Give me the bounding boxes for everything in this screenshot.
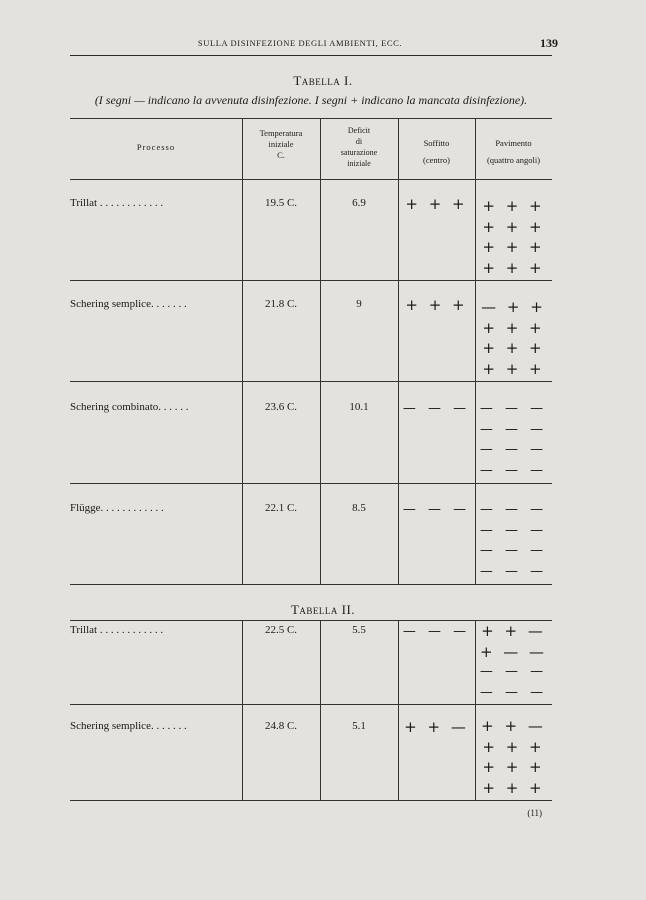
pavimento-line: — — — (479, 442, 548, 457)
page-number: 139 (540, 36, 558, 50)
row-temperatura: 22.1 C. (264, 502, 298, 514)
pavimento-line: — — — (479, 563, 548, 579)
header-processo: Processo (136, 142, 176, 152)
row-processo: Schering combinato. . . . . . (70, 401, 189, 413)
table2-title: Tabella II. (290, 602, 356, 617)
header-soffitto (398, 135, 475, 169)
pavimento-line: — — — (479, 502, 548, 517)
header-pavimento-line: Pavimento (495, 138, 532, 148)
pavimento-line: — — — (479, 421, 548, 437)
pavimento-line: — — — (479, 543, 548, 558)
row-processo: Schering semplice. . . . . . . (70, 298, 187, 310)
row-rule (70, 280, 552, 281)
pavimento-line: + — — (479, 642, 548, 661)
row-deficit: 8.5 (352, 502, 366, 514)
header-deficit-line: Deficit (347, 126, 371, 135)
row-soffitto: + + + (405, 195, 468, 213)
row-soffitto: — — — (402, 624, 471, 639)
pavimento-line: + + + (482, 737, 545, 756)
pavimento-line: + + + (482, 238, 545, 256)
table2-bottom-rule (70, 800, 552, 801)
pavimento-line: + + + (482, 197, 545, 215)
row-deficit: 9 (356, 298, 362, 310)
row-temperatura: 23.6 C. (264, 401, 298, 413)
row-soffitto: — — — (402, 502, 471, 517)
header-pavimento (475, 135, 552, 169)
pavimento-line: + + + (482, 258, 545, 277)
pavimento-line: — — — (479, 462, 548, 478)
row-rule (70, 483, 552, 484)
pavimento-line: — — — (479, 522, 548, 538)
pavimento-line: — — — (479, 684, 548, 700)
table1-header-rule (70, 179, 552, 180)
pavimento-line: — — — (479, 401, 548, 416)
pavimento-line: + + + (482, 758, 545, 776)
row-deficit: 6.9 (352, 197, 366, 209)
pavimento-line: — + + (481, 298, 546, 316)
pavimento-line: + + + (482, 217, 545, 236)
row-pavimento (475, 399, 552, 481)
row-temperatura: 24.8 C. (264, 720, 298, 732)
table1-col-rule (242, 118, 243, 584)
head-rule (70, 55, 552, 56)
header-soffitto-line: Soffitto (423, 138, 450, 148)
row-pavimento (475, 621, 552, 703)
header-soffitto-line: (centro) (423, 155, 450, 165)
table1-top-rule (70, 118, 552, 119)
pavimento-line: — — — (479, 664, 548, 679)
pavimento-line: + + + (482, 778, 545, 797)
row-soffitto: + + + (405, 296, 468, 314)
header-temp-line: iniziale (268, 139, 294, 149)
row-soffitto: + + — (404, 718, 469, 736)
row-temperatura: 19.5 C. (264, 197, 298, 209)
row-rule (70, 704, 552, 705)
header-temperatura (242, 128, 320, 161)
row-pavimento (475, 716, 552, 798)
row-soffitto: — — — (402, 401, 471, 416)
table1-col-rule (320, 118, 321, 584)
row-pavimento (475, 196, 552, 278)
row-deficit: 5.1 (352, 720, 366, 732)
pavimento-line: + + — (481, 622, 546, 640)
table1-title: Tabella I. (293, 73, 353, 88)
running-head: SULLA DISINFEZIONE DEGLI AMBIENTI, ECC. (197, 38, 403, 48)
table2-col-rule (242, 620, 243, 800)
row-processo: Trillat . . . . . . . . . . . . (70, 624, 164, 636)
row-temperatura: 21.8 C. (264, 298, 298, 310)
table2-col-rule (320, 620, 321, 800)
row-deficit: 5.5 (352, 624, 366, 636)
pavimento-line: + + — (481, 717, 546, 735)
row-deficit: 10.1 (349, 401, 369, 413)
table1-bottom-rule (70, 584, 552, 585)
header-deficit-line: saturazione (340, 148, 378, 157)
header-deficit (320, 125, 398, 169)
pavimento-line: + + + (482, 359, 545, 378)
pavimento-line: + + + (482, 318, 545, 337)
row-processo: Trillat . . . . . . . . . . . . (70, 197, 164, 209)
pavimento-line: + + + (482, 339, 545, 357)
row-processo: Schering semplice. . . . . . . (70, 720, 187, 732)
row-rule (70, 381, 552, 382)
header-pavimento-line: (quattro angoli) (486, 155, 541, 165)
row-pavimento (475, 297, 552, 379)
row-processo: Flügge. . . . . . . . . . . . (70, 502, 164, 514)
header-deficit-line: iniziale (347, 159, 371, 168)
row-temperatura: 22.5 C. (264, 624, 298, 636)
table1-note: (I segni — indicano la avvenuta disinfezione. I segni + indicano la mancata disinfezione). (94, 93, 528, 107)
header-temp-line: C. (277, 150, 285, 160)
header-deficit-line: di (355, 137, 363, 146)
table2-col-rule (398, 620, 399, 800)
signature-mark: (11) (527, 808, 542, 818)
row-pavimento (475, 500, 552, 582)
header-temp-line: Temperatura (259, 128, 303, 138)
